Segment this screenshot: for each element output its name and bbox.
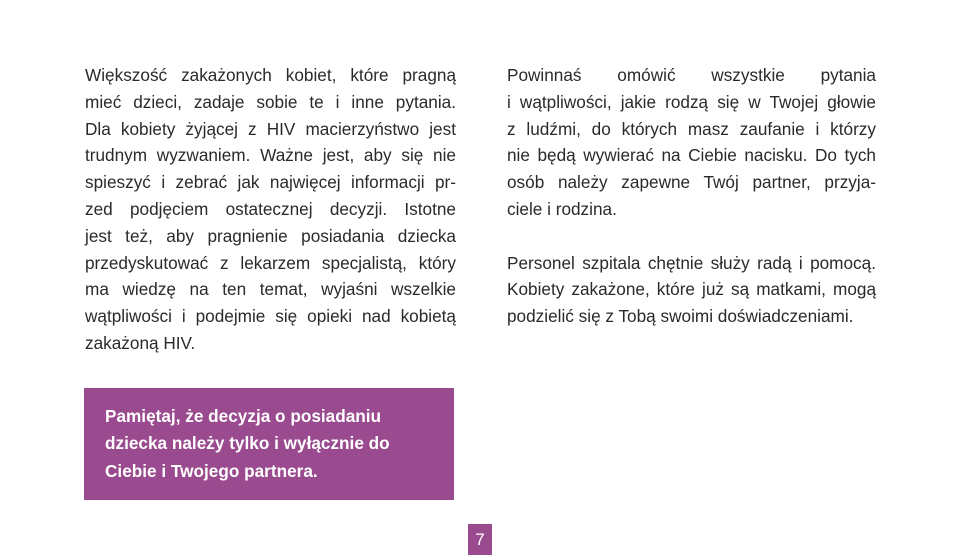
text-line: z ludźmi, do których masz zaufanie i którzy [507, 118, 876, 139]
text-line: ma wiedzę na ten temat, wyjaśni wszelkie [85, 279, 456, 300]
callout-box [84, 388, 454, 500]
text-line: wątpliwości i podejmie się opieki nad kobietą [85, 306, 456, 327]
text-line: trudnym wyzwaniem. Ważne jest, aby się nie [85, 145, 456, 166]
left-column [85, 62, 456, 357]
text-line: przedyskutować z lekarzem specjalistą, który [85, 252, 456, 273]
text-line: spieszyć i zebrać jak najwięcej informacji pr- [85, 172, 456, 193]
text-line: Powinnaś omówić wszystkie pytania [507, 65, 876, 85]
text-line: nie będą wywierać na Ciebie nacisku. Do tych [507, 145, 876, 166]
text-line: zakażoną HIV. [85, 332, 196, 353]
callout-line: dziecka należy tylko i wyłącznie do [105, 433, 390, 454]
right-paragraph-2 [507, 250, 876, 330]
text-line: ciele i rodzina. [507, 198, 617, 219]
text-line: jest też, aby pragnienie posiadania dziecka [85, 225, 456, 246]
text-line: mieć dzieci, zadaje sobie te i inne pytania. [85, 91, 456, 112]
text-line: Personel szpitala chętnie służy radą i pomocą. [507, 252, 876, 273]
right-column [507, 62, 876, 330]
page-number: 7 [468, 524, 492, 555]
text-line: Kobiety zakażone, które już są matkami, mogą [507, 279, 876, 300]
callout-line: Pamiętaj, że decyzja o posiadaniu [105, 406, 382, 426]
text-line: podzielić się z Tobą swoimi doświadczeniami. [507, 306, 854, 327]
text-line: osób należy zapewne Twój partner, przyja- [507, 172, 876, 193]
text-line: Większość zakażonych kobiet, które pragną [85, 65, 456, 85]
left-paragraph [85, 62, 456, 357]
text-line: i wątpliwości, jakie rodzą się w Twojej głowie [507, 91, 876, 112]
right-paragraph-1 [507, 62, 876, 223]
text-line: Dla kobiety żyjącej z HIV macierzyństwo jest [85, 118, 456, 139]
text-line: zed podjęciem ostatecznej decyzji. Istotne [85, 198, 456, 219]
callout-line: Ciebie i Twojego partnera. [105, 460, 318, 481]
